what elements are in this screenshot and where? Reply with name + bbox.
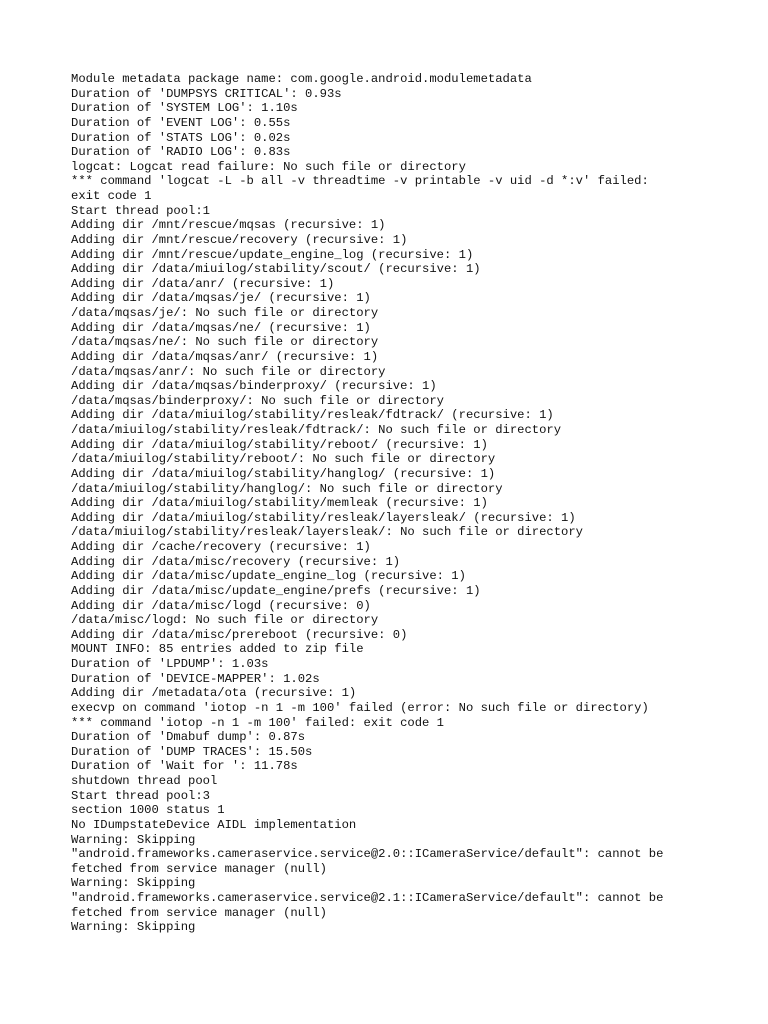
log-line: /data/misc/logd: No such file or directory: [71, 613, 379, 628]
log-line: fetched from service manager (null): [71, 861, 327, 876]
log-line: Adding dir /data/mqsas/ne/ (recursive: 1): [71, 320, 371, 335]
log-line: Adding dir /data/anr/ (recursive: 1): [71, 276, 335, 291]
log-line: Adding dir /mnt/rescue/update_engine_log (recursive: 1): [71, 247, 474, 262]
log-line: Adding dir /data/miuilog/stability/resleak/fdtrack/ (recursive: 1): [71, 408, 554, 423]
log-line: /data/mqsas/je/: No such file or directory: [71, 306, 379, 320]
log-text-block: [71, 72, 731, 935]
log-line: Duration of 'STATS LOG': 0.02s: [71, 130, 291, 145]
log-line: Duration of 'DEVICE-MAPPER': 1.02s: [71, 671, 320, 686]
log-line: Adding dir /mnt/rescue/recovery (recursive: 1): [71, 232, 408, 247]
log-line: Adding dir /data/miuilog/stability/scout/ (recursive: 1): [71, 262, 481, 277]
log-line: "android.frameworks.cameraservice.service@2.1::ICameraService/default": cannot be: [71, 891, 664, 905]
log-line: Warning: Skipping: [71, 876, 196, 891]
log-line: exit code 1: [71, 189, 152, 203]
log-line: Duration of 'RADIO LOG': 0.83s: [71, 145, 291, 160]
log-line: /data/miuilog/stability/resleak/layersleak/: No such file or directory: [71, 525, 583, 540]
log-line: Adding dir /cache/recovery (recursive: 1): [71, 540, 371, 554]
log-line: /data/miuilog/stability/resleak/fdtrack/: No such file or directory: [71, 423, 562, 437]
log-line: "android.frameworks.cameraservice.service@2.0::ICameraService/default": cannot be: [71, 847, 664, 862]
log-line: logcat: Logcat read failure: No such file or directory: [71, 159, 466, 174]
log-line: Start thread pool:1: [71, 203, 210, 218]
log-line: fetched from service manager (null): [71, 905, 327, 920]
log-line: section 1000 status 1: [71, 803, 225, 818]
log-line: Adding dir /data/miuilog/stability/hanglog/ (recursive: 1): [71, 466, 496, 481]
log-line: Adding dir /data/mqsas/binderproxy/ (recursive: 1): [71, 379, 437, 394]
log-line: Adding dir /data/miuilog/stability/reboot/ (recursive: 1): [71, 437, 488, 452]
log-line: /data/miuilog/stability/reboot/: No such file or directory: [71, 452, 496, 467]
log-line: Module metadata package name: com.google.android.modulemetadata: [71, 72, 532, 86]
log-line: Duration of 'Dmabuf dump': 0.87s: [71, 730, 306, 745]
log-line: Warning: Skipping: [71, 920, 196, 935]
log-line: Adding dir /data/misc/recovery (recursive: 1): [71, 554, 401, 569]
log-line: Warning: Skipping: [71, 832, 196, 847]
log-line: Adding dir /mnt/rescue/mqsas (recursive: 1): [71, 218, 386, 233]
log-line: /data/mqsas/binderproxy/: No such file or directory: [71, 393, 444, 408]
log-line: Adding dir /data/misc/update_engine_log (recursive: 1): [71, 569, 466, 584]
log-line: /data/mqsas/anr/: No such file or directory: [71, 364, 386, 379]
log-line: Duration of 'DUMP TRACES': 15.50s: [71, 744, 313, 759]
log-line: Adding dir /data/miuilog/stability/memleak (recursive: 1): [71, 496, 488, 511]
log-line: No IDumpstateDevice AIDL implementation: [71, 817, 357, 832]
log-line: Adding dir /metadata/ota (recursive: 1): [71, 686, 357, 701]
log-line: Adding dir /data/misc/logd (recursive: 0): [71, 598, 371, 613]
log-line: Adding dir /data/misc/update_engine/prefs (recursive: 1): [71, 583, 481, 598]
log-line: execvp on command 'iotop -n 1 -m 100' failed (error: No such file or directory): [71, 700, 649, 715]
log-line: /data/mqsas/ne/: No such file or directory: [71, 335, 379, 350]
log-line: Duration of 'Wait for ': 11.78s: [71, 759, 298, 774]
log-line: MOUNT INFO: 85 entries added to zip file: [71, 642, 364, 657]
log-line: Adding dir /data/mqsas/je/ (recursive: 1): [71, 291, 371, 306]
log-line: Start thread pool:3: [71, 788, 210, 803]
log-line: Adding dir /data/mqsas/anr/ (recursive: 1): [71, 349, 379, 364]
log-line: Duration of 'SYSTEM LOG': 1.10s: [71, 101, 298, 116]
log-line: *** command 'iotop -n 1 -m 100' failed: exit code 1: [71, 715, 444, 730]
log-line: Duration of 'DUMPSYS CRITICAL': 0.93s: [71, 86, 342, 101]
log-line: shutdown thread pool: [71, 774, 218, 788]
log-line: Duration of 'EVENT LOG': 0.55s: [71, 115, 291, 130]
log-line: Adding dir /data/miuilog/stability/resleak/layersleak/ (recursive: 1): [71, 510, 576, 525]
log-line: *** command 'logcat -L -b all -v threadtime -v printable -v uid -d *:v' failed:: [71, 174, 649, 189]
log-line: Adding dir /data/misc/prereboot (recursive: 0): [71, 627, 408, 642]
log-line: Duration of 'LPDUMP': 1.03s: [71, 657, 269, 671]
log-line: /data/miuilog/stability/hanglog/: No such file or directory: [71, 481, 503, 496]
